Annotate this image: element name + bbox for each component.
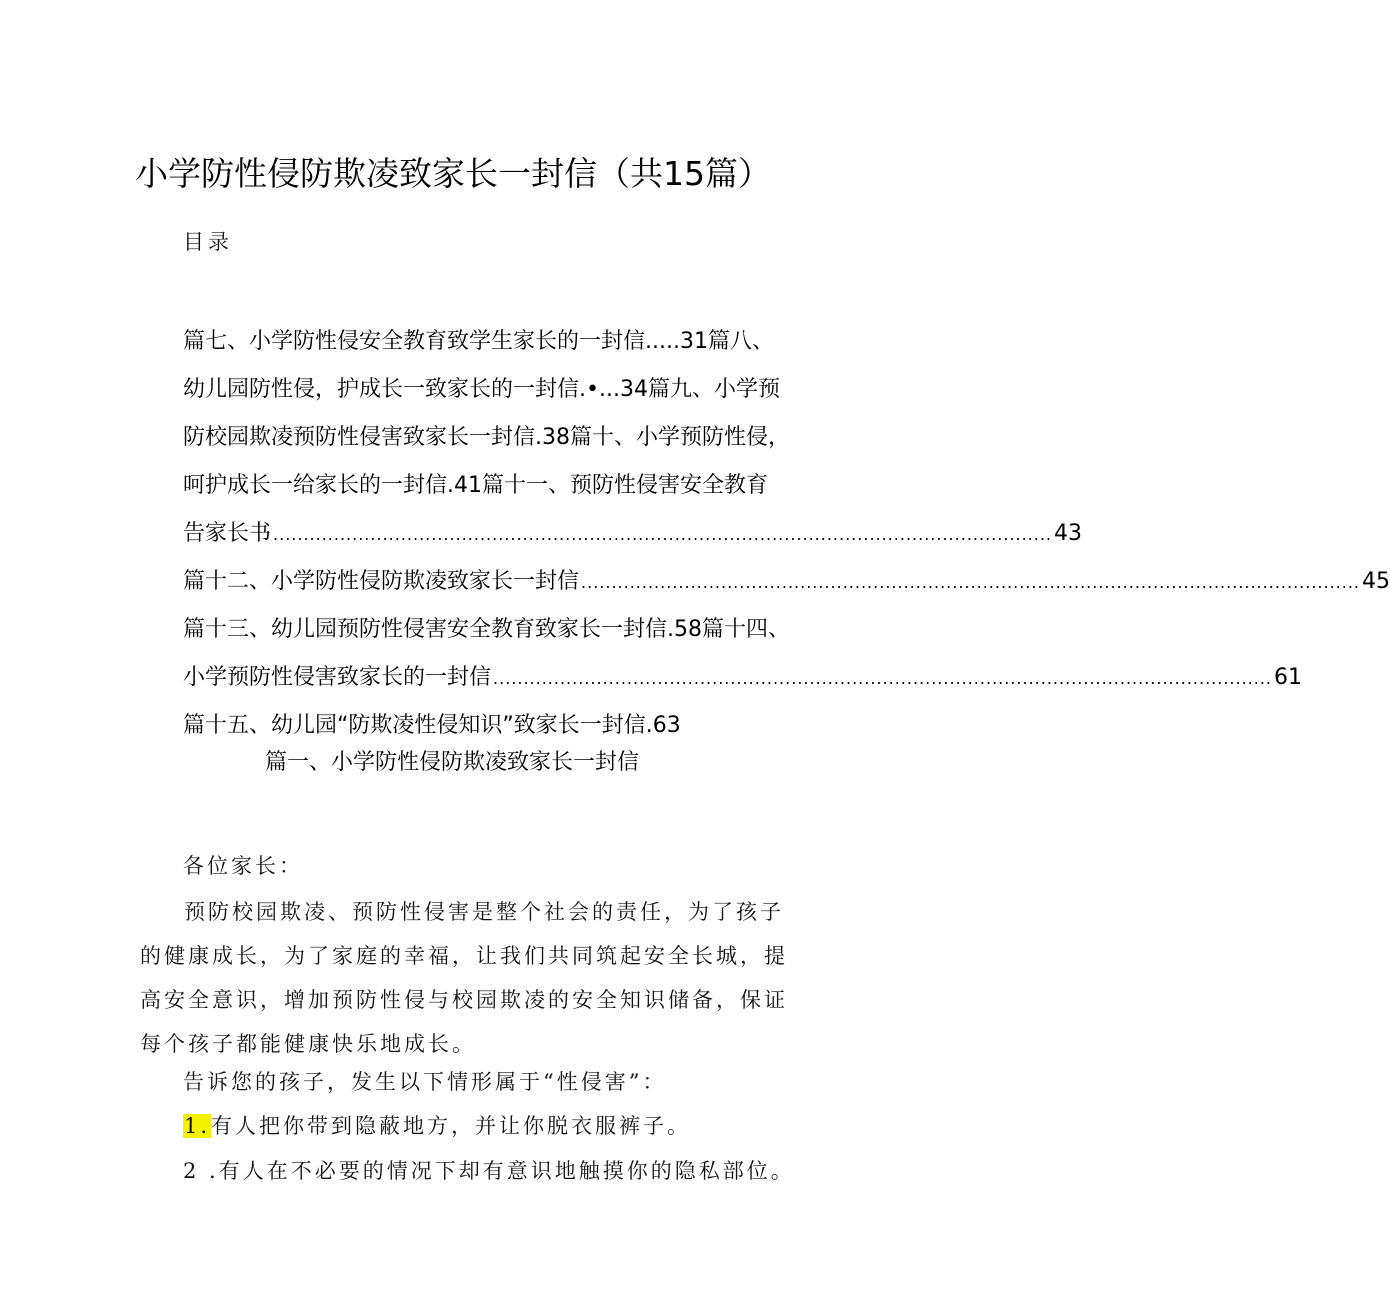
toc-line: 幼儿园防性侵，护成长一致家长的一封信.•...34篇九、小学预 (183, 377, 780, 402)
toc-entry-label: 告家长书 (183, 521, 272, 546)
toc-entry-page: 45 (1362, 569, 1390, 594)
toc-entry (183, 510, 1083, 558)
list-item (183, 1110, 691, 1140)
paragraph: 预防校园欺凌、预防性侵害是整个社会的责任，为了孩子的健康成长，为了家庭的幸福，让我们共同筑起安全长城，提高安全意识，增加预防性侵与校园欺凌的安全知识储备，保证每个孩子都能健康快乐地成长。 (140, 900, 788, 1056)
toc-line: 篇十五、幼儿园“防欺凌性侵知识”致家长一封信.63 (183, 713, 681, 738)
article-title: 篇一、小学防性侵防欺凌致家长一封信 (265, 750, 640, 775)
toc-entry-page: 61 (1274, 665, 1303, 690)
toc-line: 防校园欺凌预防性侵害致家长一封信.38篇十、小学预防性侵， (183, 425, 790, 450)
toc-line: 篇十三、幼儿园预防性侵害安全教育致家长一封信.58篇十四、 (183, 617, 790, 642)
toc-leader-dots: ................................................................................................................................ (493, 669, 1273, 688)
toc-entry-label: 篇十二、小学防性侵防欺凌致家长一封信 (183, 569, 580, 594)
table-of-contents (183, 318, 1390, 750)
toc-entry (183, 654, 1303, 702)
greeting: 各位家长： (183, 854, 303, 878)
toc-entry (183, 558, 1390, 606)
highlighted-number: 1. (184, 1114, 211, 1138)
toc-entry-page: 43 (1054, 521, 1083, 546)
document-title: 小学防性侵防欺凌致家长一封信（共15篇） (135, 154, 771, 193)
toc-leader-dots: ................................................................................................................................ (581, 573, 1361, 592)
list-item: 2 .有人在不必要的情况下却有意识地触摸你的隐私部位。 (183, 1159, 795, 1183)
list-intro: 告诉您的孩子，发生以下情形属于“性侵害”： (183, 1070, 667, 1094)
toc-line: 篇七、小学防性侵安全教育致学生家长的一封信.....31篇八、 (183, 329, 774, 354)
toc-line: 呵护成长一给家长的一封信.41篇十一、预防性侵害安全教育 (183, 473, 768, 498)
list-item-text: 有人把你带到隐蔽地方，并让你脱衣服裤子。 (211, 1114, 692, 1138)
toc-entry-label: 小学预防性侵害致家长的一封信 (183, 665, 492, 690)
toc-leader-dots: ................................................................................................................................ (273, 525, 1053, 544)
toc-heading: 目录 (183, 230, 233, 254)
